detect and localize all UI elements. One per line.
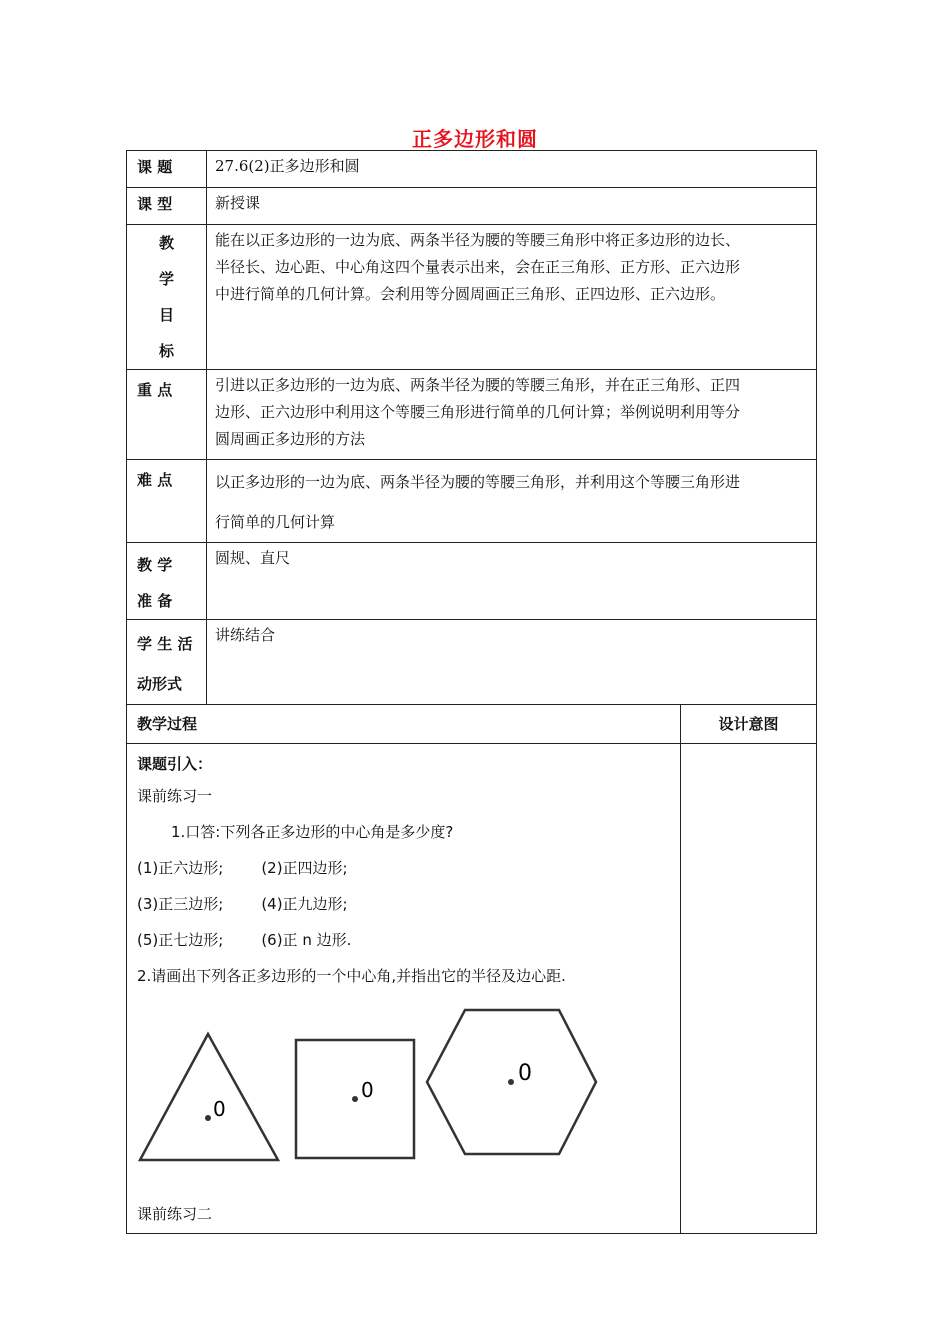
design-intent-header: 设计意图 xyxy=(681,705,817,744)
prep-row xyxy=(127,543,817,620)
key-label: 重 点 xyxy=(127,370,207,460)
answer-items-1: (1)正六边形; (2)正四边形; xyxy=(137,859,348,877)
key-text: 引进以正多边形的一边为底、两条半径为腰的等腰三角形，并在正三角形、正四 边形、正六边形中利用这个等腰三角形进行简单的几何计算；举例说明利用等分 圆周画正多边形的方法 xyxy=(207,370,817,460)
square-center-dot xyxy=(352,1096,358,1102)
hexagon-center-label: 0 xyxy=(518,1061,532,1086)
intro-heading: 课题引入： xyxy=(137,755,213,773)
goals-row xyxy=(127,225,817,370)
question-one: 1.口答:下列各正多边形的中心角是多少度? xyxy=(171,823,454,841)
polygon-drawing xyxy=(137,994,607,1182)
prep-value: 圆规、直尺 xyxy=(207,543,817,620)
difficulty-label: 难 点 xyxy=(127,460,207,543)
answer-items-2: (3)正三边形; (4)正九边形; xyxy=(137,895,348,913)
triangle-shape xyxy=(140,1034,278,1160)
lesson-plan-table xyxy=(126,150,817,1234)
question-two: 2.请画出下列各正多边形的一个中心角,并指出它的半径及边心距. xyxy=(137,967,566,985)
activity-row xyxy=(127,620,817,705)
type-value: 新授课 xyxy=(207,188,817,225)
answer-items-3: (5)正七边形; (6)正 n 边形. xyxy=(137,931,352,949)
topic-row xyxy=(127,151,817,188)
design-intent-cell xyxy=(681,744,817,1234)
square-center-label: 0 xyxy=(361,1078,374,1102)
triangle-center-dot xyxy=(205,1115,211,1121)
goals-text: 能在以正多边形的一边为底、两条半径为腰的等腰三角形中将正多边形的边长、 半径长、边心距、中心角这四个量表示出来，会在正三角形、正方形、正六边形 中进行简单的几何计算。会利用等分圆周画正三角形、正四边形、正六边形。 xyxy=(207,225,817,370)
polygon-figures xyxy=(137,994,680,1182)
type-label: 课 型 xyxy=(127,188,207,225)
topic-label: 课 题 xyxy=(127,151,207,188)
key-row xyxy=(127,370,817,460)
difficulty-row xyxy=(127,460,817,543)
exercise-one-title: 课前练习一 xyxy=(137,787,213,805)
exercise-two-title: 课前练习二 xyxy=(137,1205,213,1223)
triangle-center-label: 0 xyxy=(213,1097,226,1121)
difficulty-text: 以正多边形的一边为底、两条半径为腰的等腰三角形，并利用这个等腰三角形进 行简单的几何计算 xyxy=(207,460,817,543)
topic-value: 27.6(2)正多边形和圆 xyxy=(207,151,817,188)
type-row xyxy=(127,188,817,225)
process-header: 教学过程 xyxy=(127,705,681,744)
activity-value: 讲练结合 xyxy=(207,620,817,705)
process-body xyxy=(127,744,681,1234)
activity-label: 学 生 活 动形式 xyxy=(127,620,207,705)
goals-label: 教 学 目 标 xyxy=(127,225,207,370)
page-title: 正多边形和圆 xyxy=(412,127,538,151)
hexagon-center-dot xyxy=(508,1079,514,1085)
prep-label: 教 学 准 备 xyxy=(127,543,207,620)
process-body-row xyxy=(127,744,817,1234)
process-header-row xyxy=(127,705,817,744)
